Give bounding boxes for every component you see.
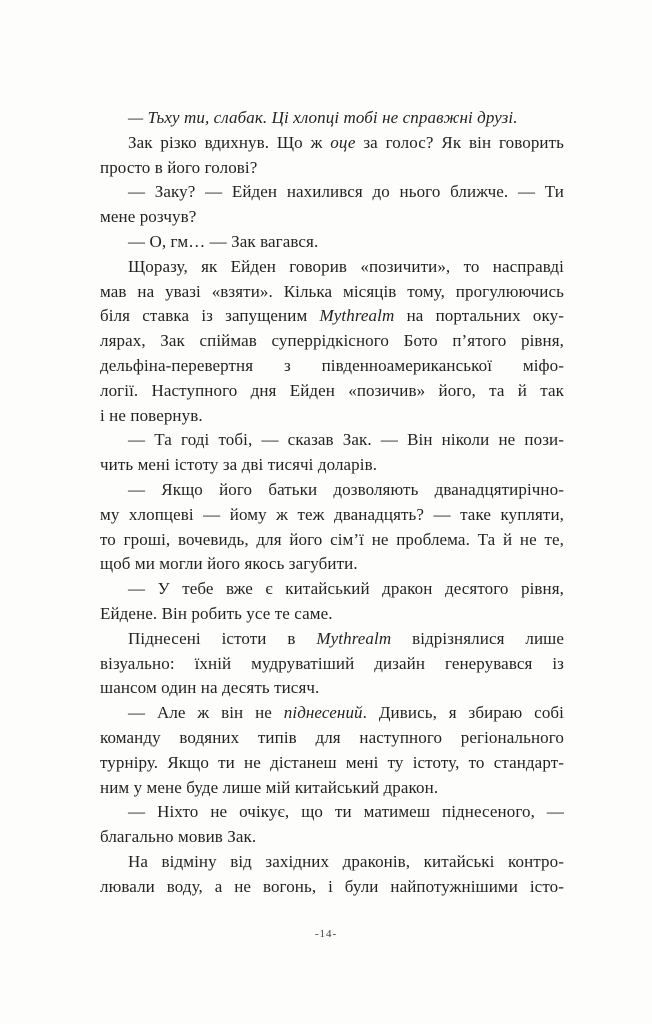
text-run: — Але ж він не — [128, 703, 284, 723]
text-run: — Заку? — Ейден нахилився до нього ближче. — Ти — [128, 182, 564, 202]
text-run: — О, гм… — Зак вагався. — [128, 231, 319, 251]
paragraph — [100, 627, 564, 701]
text-line — [100, 329, 564, 354]
text-run-italic: оце — [330, 132, 356, 152]
text-run: візуально: їхній мудруватіший дизайн генерувався із — [100, 653, 564, 673]
text-run: біля ставка із запущеним — [100, 306, 320, 326]
text-line — [100, 428, 564, 453]
text-run: чить мені істоту за дві тисячі доларів. — [100, 455, 378, 475]
text-line — [100, 652, 564, 677]
text-line — [100, 156, 564, 181]
text-line — [100, 577, 564, 602]
text-line — [100, 825, 564, 850]
text-run: на портальних оку- — [394, 306, 565, 326]
text-line — [100, 776, 564, 801]
text-run: логії. Наступного дня Ейден «позичив» його, та й так — [100, 380, 564, 400]
text-line — [100, 850, 564, 875]
paragraph — [100, 478, 564, 577]
text-run: Ейдене. Він робить усе те саме. — [100, 603, 333, 623]
text-line — [100, 726, 564, 751]
paragraph — [100, 131, 564, 181]
text-run: Щоразу, як Ейден говорив «позичити», то насправді — [128, 256, 564, 276]
page-text — [100, 106, 564, 900]
text-run: му хлопцеві — йому ж теж дванадцять? — таке купляти, — [100, 504, 564, 524]
paragraph — [100, 701, 564, 800]
text-run-italic: піднесений — [283, 703, 363, 723]
page-number: -14- — [314, 928, 338, 940]
text-line — [100, 180, 564, 205]
text-run: Піднесені істоти в — [128, 628, 317, 648]
text-line — [100, 701, 564, 726]
text-line — [100, 354, 564, 379]
text-run-italic: — Тьху ти, слабак. Ці хлопці тобі не справжні друзі. — [128, 108, 518, 127]
text-run: щоб ми могли його якось загубити. — [100, 554, 358, 574]
text-line — [100, 552, 564, 577]
text-line — [100, 627, 564, 652]
text-run: — Та годі тобі, — сказав Зак. — Він ніколи не пози- — [128, 430, 564, 450]
text-line — [100, 280, 564, 305]
text-line — [100, 875, 564, 900]
text-line — [100, 676, 564, 701]
text-line — [100, 205, 564, 230]
text-run: На відміну від західних драконів, китайські контро- — [128, 851, 564, 871]
paragraph — [100, 255, 564, 429]
text-line — [100, 751, 564, 776]
text-run: шансом один на десять тисяч. — [100, 678, 320, 698]
text-line — [100, 379, 564, 404]
text-run-italic: Mythrealm — [316, 628, 392, 648]
text-run: відрізнялися лише — [391, 628, 564, 648]
text-run-italic: Mythrealm — [319, 306, 395, 326]
text-line — [100, 503, 564, 528]
text-line — [100, 255, 564, 280]
text-line — [100, 478, 564, 503]
text-line — [100, 304, 564, 329]
paragraph — [100, 428, 564, 478]
paragraph — [100, 180, 564, 230]
text-run: — Якщо його батьки дозволяють дванадцятирічно- — [128, 479, 564, 499]
text-line — [100, 528, 564, 553]
paragraph — [100, 800, 564, 850]
text-run: лярах, Зак спіймав суперрідкісного Бото п’ятого рівня, — [100, 331, 564, 351]
text-run: і не повернув. — [100, 405, 203, 425]
text-run: за голос? Як він говорить — [355, 132, 564, 152]
text-run: лювали воду, а не вогонь, і були найпотужнішими істо- — [100, 876, 564, 896]
paragraph — [100, 577, 564, 627]
text-line — [100, 800, 564, 825]
text-line — [100, 602, 564, 627]
text-run: благально мовив Зак. — [100, 827, 257, 847]
text-run: мав на увазі «взяти». Кілька місяців тому, прогулюючись — [100, 281, 564, 301]
text-line — [100, 404, 564, 429]
text-run: Зак різко вдихнув. Що ж — [128, 132, 331, 152]
paragraph — [100, 230, 564, 255]
text-run: дельфіна-перевертня з південноамериканської міфо- — [100, 355, 564, 375]
text-run: то гроші, вочевидь, для його сім’ї не проблема. Та й не те, — [100, 529, 564, 549]
text-line — [100, 230, 564, 255]
text-run: команду водяних типів для наступного регіонального — [100, 727, 564, 747]
text-run: — У тебе вже є китайський дракон десятого рівня, — [128, 579, 564, 599]
text-run: просто в його голові? — [100, 157, 258, 177]
text-run: мене розчув? — [100, 207, 197, 227]
text-run: — Ніхто не очікує, що ти матимеш піднесеного, — — [128, 802, 564, 822]
text-run: турніру. Якщо ти не дістанеш мені ту істоту, то стандарт- — [100, 752, 564, 772]
paragraph — [100, 106, 564, 131]
text-line — [100, 453, 564, 478]
text-line — [100, 106, 564, 131]
text-run: . Дивись, я збираю собі — [362, 703, 564, 723]
paragraph — [100, 850, 564, 900]
text-run: ним у мене буде лише мій китайський дракон. — [100, 777, 439, 797]
text-line — [100, 131, 564, 156]
